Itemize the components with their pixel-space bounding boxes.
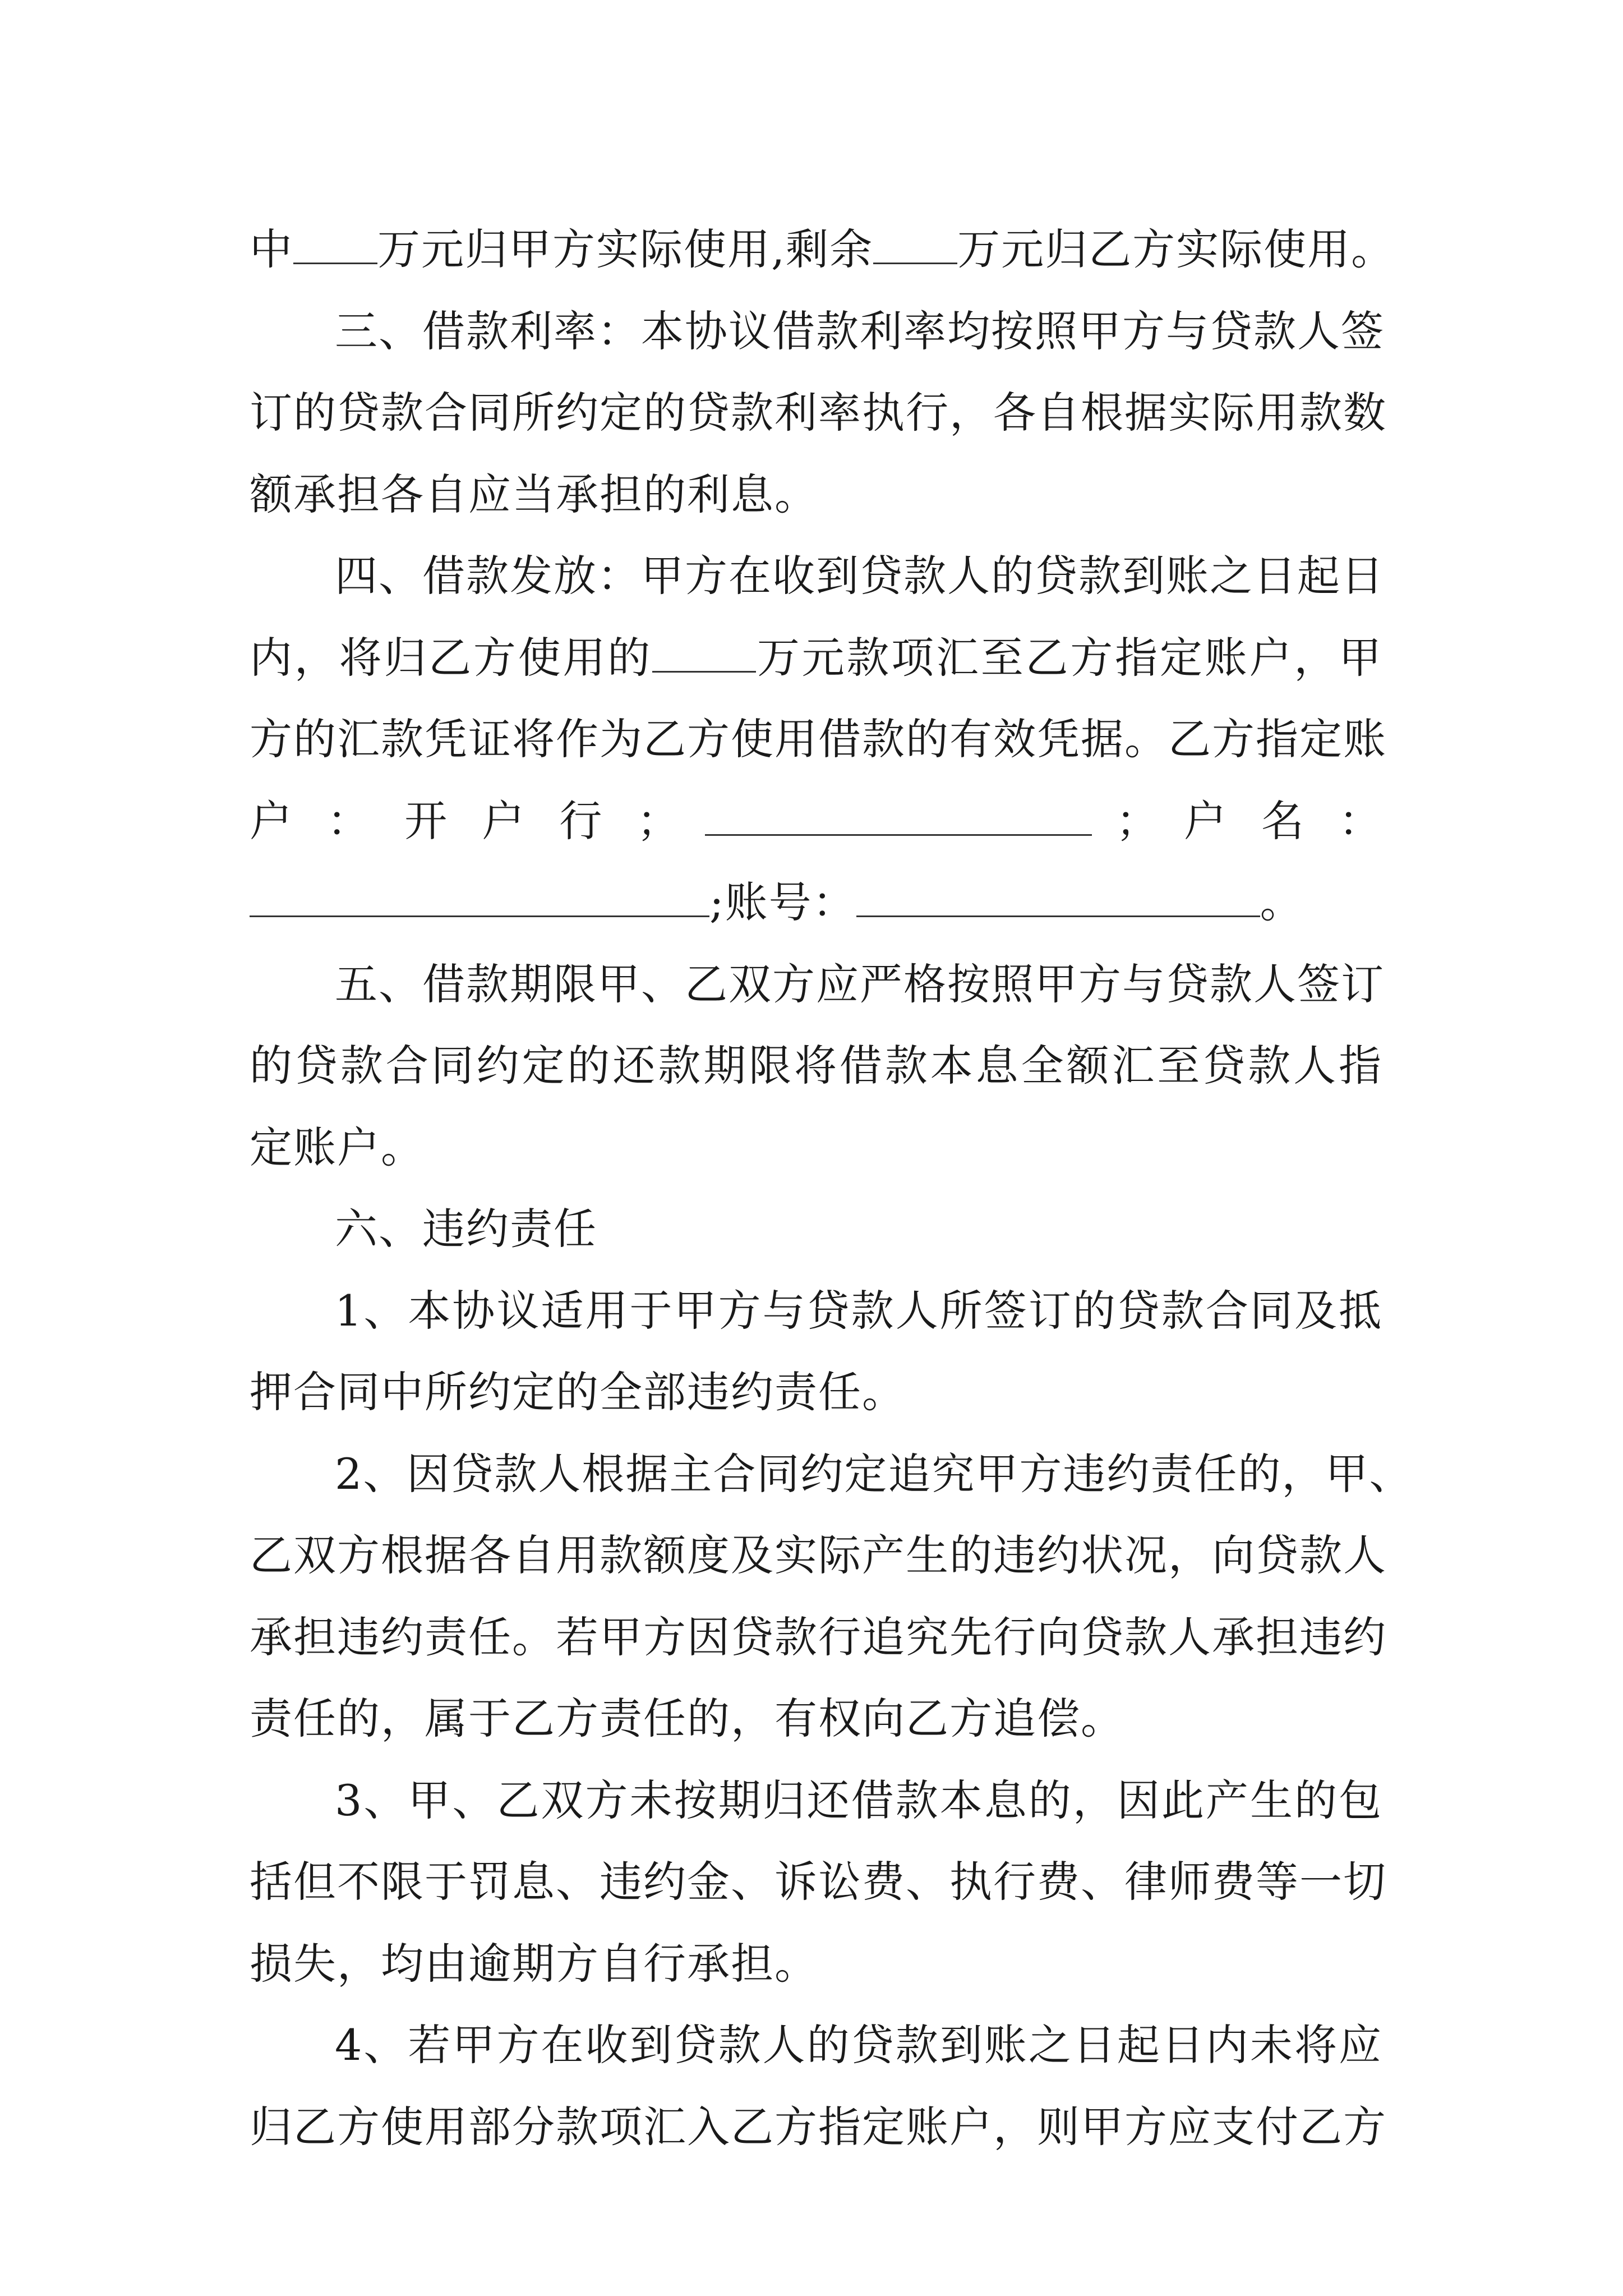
text-segment: ： [1339, 795, 1383, 846]
text-line: 括但不限于罚息、违约金、诉讼费、执行费、律师费等一切 [250, 1857, 1387, 1907]
text-segment: 中 [250, 224, 293, 274]
text-line [250, 617, 1382, 699]
paragraph-start-line: 2、因贷款人根据主合同约定追究甲方违约责任的，甲、 [335, 1448, 1413, 1499]
text-line: 定账户。 [250, 1122, 425, 1172]
account-name-blank [250, 881, 709, 917]
text-line: 订的贷款合同所约定的贷款利率执行，各自根据实际用款数 [250, 388, 1387, 438]
text-segment: 名 [1261, 795, 1315, 846]
fill-in-blank [652, 636, 756, 673]
text-line [250, 780, 1382, 862]
text-segment: 户 [482, 795, 536, 846]
text-segment: 万元归乙方实际使用。 [957, 224, 1395, 274]
text-segment: ； [637, 795, 681, 846]
text-line: 押合同中所约定的全部违约责任。 [250, 1367, 906, 1417]
text-segment: 开 [404, 795, 458, 846]
text-line: 承担违约责任。若甲方因贷款行追究先行向贷款人承担违约 [250, 1612, 1387, 1662]
text-line: 责任的，属于乙方责任的，有权向乙方追偿。 [250, 1694, 1124, 1743]
text-segment: 内，将归乙方使用的 [250, 632, 653, 683]
section-heading: 六、违约责任 [335, 1204, 597, 1254]
text-segment: ： [327, 795, 381, 846]
paragraph-start-line: 3、甲、乙双方未按期归还借款本息的，因此产生的包 [335, 1775, 1382, 1825]
text-segment: 行 [559, 795, 613, 846]
fill-in-blank [873, 228, 957, 264]
paragraph-start-line: 4、若甲方在收到贷款人的贷款到账之日起日内未将应 [335, 2020, 1382, 2070]
paragraph-start-line: 五、借款期限甲、乙双方应严格按照甲方与贷款人签订 [335, 959, 1385, 1009]
text-segment: 万元款项汇至乙方指定账户，甲 [756, 632, 1383, 683]
text-line: 乙双方根据各自用款额度及实际产生的违约状况，向贷款人 [250, 1530, 1387, 1580]
text-line [250, 862, 1382, 944]
text-line: 损失，均由逾期方自行承担。 [250, 1938, 818, 1989]
text-line: 方的汇款凭证将作为乙方使用借款的有效凭据。乙方指定账 [250, 714, 1387, 764]
text-line: 归乙方使用部分款项汇入乙方指定账户，则甲方应支付乙方 [250, 2101, 1387, 2152]
text-segment: 。 [1260, 877, 1304, 927]
document-body [250, 209, 1413, 2168]
fill-in-blank [293, 228, 377, 264]
account-number-blank [856, 881, 1260, 917]
text-segment: 户 [1183, 795, 1237, 846]
paragraph-start-line: 1、本协议适用于甲方与贷款人所签订的贷款合同及抵 [335, 1285, 1382, 1336]
bank-name-blank [705, 799, 1092, 836]
paragraph-start-line: 三、借款利率：本协议借款利率均按照甲方与贷款人签 [335, 306, 1385, 356]
text-segment: ;账号： [709, 877, 856, 927]
text-segment: ； [1115, 795, 1160, 846]
text-segment: 万元归甲方实际使用,剩余 [377, 224, 874, 274]
text-line [250, 209, 1395, 291]
text-segment: 户 [250, 795, 303, 846]
text-line: 的贷款合同约定的还款期限将借款本息全额汇至贷款人指 [250, 1041, 1382, 1091]
paragraph-start-line: 四、借款发放：甲方在收到贷款人的贷款到账之日起日 [335, 551, 1385, 601]
text-line: 额承担各自应当承担的利息。 [250, 469, 818, 519]
